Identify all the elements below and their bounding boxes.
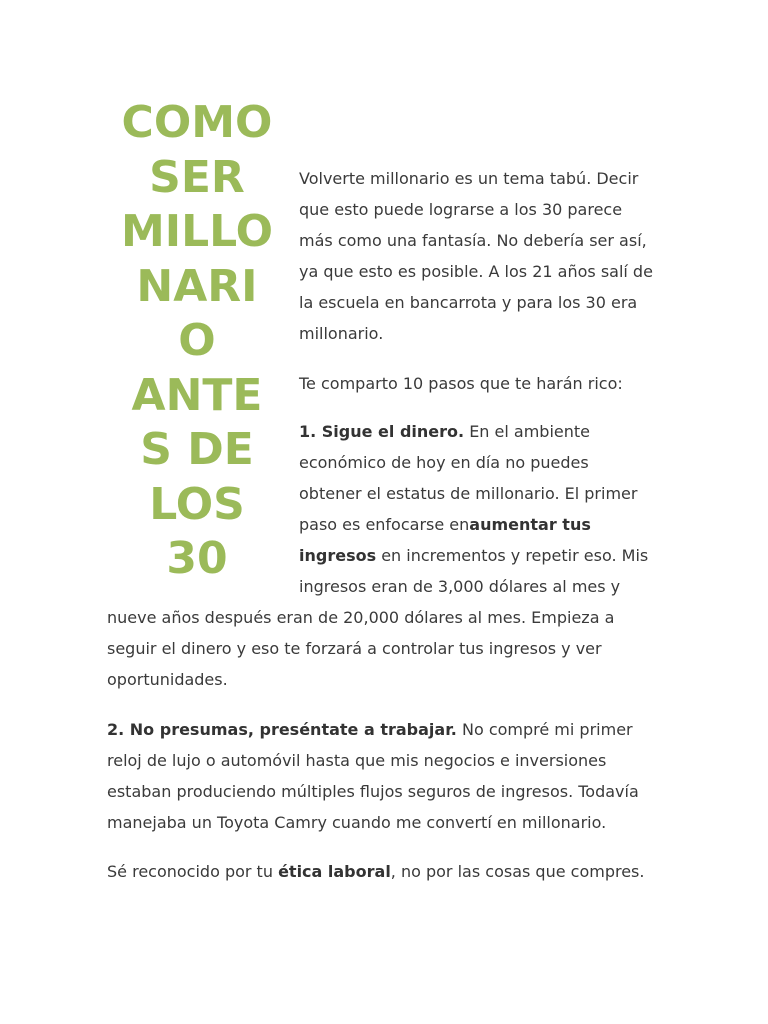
title-line: NARI — [136, 260, 258, 312]
step2-text: No compré mi primer — [456, 720, 633, 739]
intro-line: ya que esto es posible. A los 21 años salí de — [299, 262, 653, 281]
title-line: O — [178, 315, 216, 366]
closing-text: , no por las cosas que compres. — [390, 862, 645, 881]
step1-line — [299, 540, 648, 571]
title-line: 30 — [166, 533, 228, 584]
step2-line — [107, 714, 633, 745]
step1-line: económico de hoy en día no puedes — [299, 453, 589, 472]
step1-text: paso es enfocarse en — [299, 515, 470, 534]
intro-line: más como una fantasía. No debería ser así, — [299, 231, 647, 250]
step1-emphasis: ingresos — [299, 546, 377, 565]
step2-line: reloj de lujo o automóvil hasta que mis negocios e inversiones — [107, 751, 607, 770]
step1-text: en incrementos y repetir eso. Mis — [376, 546, 649, 565]
step2-line: estaban produciendo múltiples flujos seguros de ingresos. Todavía — [107, 782, 639, 801]
intro-line: la escuela en bancarrota y para los 30 era — [299, 293, 638, 312]
step1-text: En el ambiente — [464, 422, 590, 441]
step1-line: nueve años después eran de 20,000 dólares al mes. Empieza a — [107, 608, 615, 627]
step1-heading: 1. Sigue el dinero. — [299, 422, 465, 441]
title-line: MILLO — [120, 206, 274, 257]
step1-line — [299, 509, 591, 540]
lead-paragraph: Te comparto 10 pasos que te harán rico: — [299, 374, 623, 393]
step1-line: seguir el dinero y eso te forzará a controlar tus ingresos y ver — [107, 639, 602, 658]
step2-line: manejaba un Toyota Camry cuando me convertí en millonario. — [107, 813, 607, 832]
step1-line: oportunidades. — [107, 670, 228, 689]
step2-heading: 2. No presumas, preséntate a trabajar. — [107, 720, 457, 739]
closing-text: Sé reconocido por tu — [107, 862, 279, 881]
step1-line — [299, 416, 590, 447]
intro-line: Volverte millonario es un tema tabú. Decir — [299, 169, 639, 188]
step1-emphasis: aumentar tus — [469, 515, 591, 534]
closing-emphasis: ética laboral — [278, 862, 391, 881]
title-line: S DE — [140, 424, 254, 475]
step1-line: ingresos eran de 3,000 dólares al mes y — [299, 577, 621, 596]
title-line: LOS — [149, 478, 245, 530]
title-line: ANTE — [131, 369, 263, 421]
closing-paragraph — [107, 856, 644, 887]
intro-line: millonario. — [299, 324, 384, 343]
title-line: COMO — [121, 97, 273, 148]
intro-line: que esto puede lograrse a los 30 parece — [299, 200, 623, 219]
title-line: SER — [149, 151, 245, 203]
step1-line: obtener el estatus de millonario. El primer — [299, 484, 638, 503]
page-title — [114, 96, 280, 587]
